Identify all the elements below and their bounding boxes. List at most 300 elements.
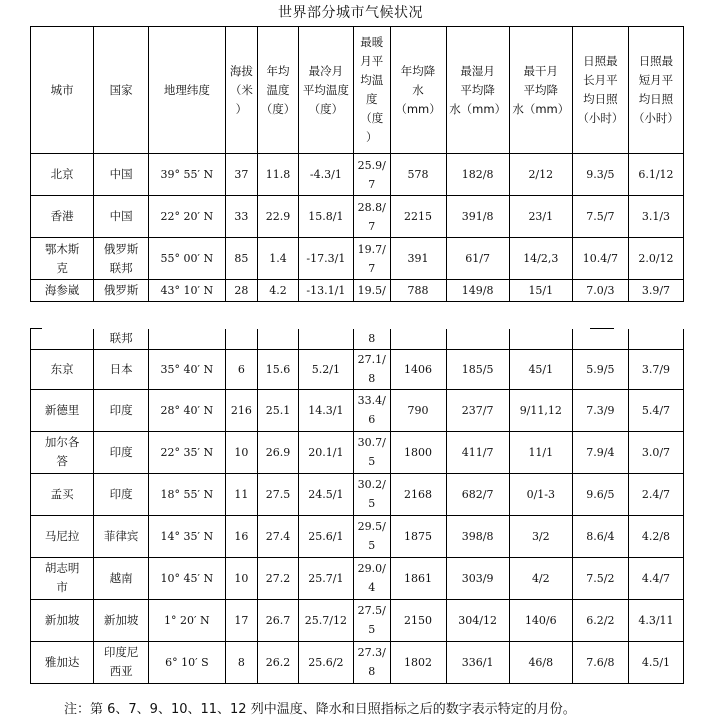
city-cell: [31, 238, 94, 280]
annual-rain-cell: [390, 349, 446, 389]
cell-text: 1° 20′ N: [164, 613, 210, 627]
header-text: 年均: [266, 63, 290, 78]
warmest-month-cell: [353, 154, 390, 196]
cell-text: 391/8: [461, 210, 494, 223]
cell-text: 孟买: [50, 486, 74, 501]
cell-text: 1800: [404, 445, 433, 459]
country-cell: [94, 641, 149, 683]
coldest-month-cell: [298, 196, 353, 238]
warmest-month-cell: [353, 196, 390, 238]
header-text: 水（mm）: [512, 101, 570, 116]
cell-text: 5.2/1: [311, 362, 340, 376]
cell-text: 5.9/5: [586, 362, 615, 376]
cell-text: 联邦: [109, 260, 133, 275]
table-header-row: [31, 27, 684, 154]
cell-text: 26.7: [265, 613, 291, 627]
header-text: ）: [235, 101, 248, 116]
continuation-city-cell: [31, 329, 94, 349]
header-cell: [572, 27, 628, 154]
header-text: 平均降: [523, 82, 559, 97]
cell-text: 216: [230, 403, 252, 417]
min-sunshine-cell: [628, 557, 683, 599]
annual-rain-cell: [390, 599, 446, 641]
cell-text: 18° 55′ N: [160, 487, 214, 501]
wettest-month-cell: [446, 515, 509, 557]
header-cell: [298, 27, 353, 154]
cell-text: 237/7: [461, 403, 494, 417]
cell-text: 22° 20′ N: [160, 210, 214, 223]
annual-rain-cell: [390, 154, 446, 196]
wettest-month-cell: [446, 280, 509, 302]
min-sunshine-cell: [628, 154, 683, 196]
coldest-month-cell: [298, 349, 353, 389]
cell-text: 43° 10′ N: [160, 284, 214, 297]
page-break-mark-right: [590, 328, 614, 329]
wettest-month-cell: [446, 473, 509, 515]
cell-text: 鄂木斯: [44, 241, 80, 256]
avg-temp-cell: [258, 196, 299, 238]
avg-temp-cell: [258, 557, 299, 599]
avg-temp-cell: [258, 431, 299, 473]
header-cell: [225, 27, 258, 154]
header-text: 均日照: [583, 92, 618, 106]
cell-text: 4.5/1: [641, 655, 671, 669]
altitude-cell: [225, 389, 258, 431]
min-sunshine-cell: [628, 515, 683, 557]
cell-text: 2168: [404, 487, 433, 501]
warmest-month-cell: [353, 473, 390, 515]
cell-text: 1802: [404, 655, 433, 669]
altitude-cell: [225, 349, 258, 389]
country-cell: [94, 473, 149, 515]
driest-month-cell: [509, 641, 572, 683]
cell-text: 6: [237, 362, 245, 376]
cell-text: 4/2: [531, 571, 550, 585]
altitude-cell: [225, 154, 258, 196]
city-cell: [31, 280, 94, 302]
warmest-month-cell: [353, 641, 390, 683]
latitude-cell: [149, 196, 225, 238]
cell-text: 2150: [404, 613, 433, 627]
cell-text: 61/7: [465, 252, 490, 265]
cell-text: 胡志明: [44, 561, 80, 575]
cell-text: 16: [234, 529, 249, 543]
table-row: [31, 349, 684, 389]
cell-text: 26.2: [265, 655, 291, 669]
cell-text: 5: [368, 497, 376, 510]
cell-text: 25.7/1: [308, 571, 344, 585]
min-sunshine-cell: [628, 349, 683, 389]
cell-text: 27.1/: [357, 353, 386, 366]
cell-text: 10: [234, 571, 249, 585]
coldest-month-cell: [298, 238, 353, 280]
cell-text: 45/1: [528, 362, 554, 376]
avg-temp-cell: [258, 389, 299, 431]
climate-table-part-1: [30, 26, 684, 302]
cell-text: 5: [368, 623, 376, 636]
header-text: 水（mm）: [449, 101, 507, 116]
cell-text: 578: [407, 168, 429, 181]
cell-text: 11.8: [265, 168, 291, 181]
table-row: [31, 515, 684, 557]
header-text: 国家: [109, 82, 133, 97]
coldest-month-cell: [298, 154, 353, 196]
cell-text: 30.2/: [357, 478, 386, 491]
driest-month-cell: [509, 349, 572, 389]
country-cell: [94, 389, 149, 431]
cell-text: 新加坡: [103, 612, 139, 627]
min-sunshine-cell: [628, 599, 683, 641]
cell-text: 682/7: [461, 487, 494, 501]
warmest-month-cell: [353, 280, 390, 302]
cell-text: 19.5/: [357, 284, 386, 297]
annual-rain-cell: [390, 473, 446, 515]
cell-text: 9.3/5: [586, 168, 615, 181]
cell-text: 39° 55′ N: [160, 168, 214, 181]
cell-text: 答: [56, 454, 68, 468]
cell-text: 27.5: [265, 487, 291, 501]
header-cell: [149, 27, 225, 154]
driest-month-cell: [509, 515, 572, 557]
header-cell: [353, 27, 390, 154]
document-title: 世界部分城市气候状况: [278, 5, 423, 21]
cell-text: 33.4/: [357, 394, 386, 407]
cell-text: 25.6/1: [308, 529, 344, 543]
cell-text: 15.8/1: [308, 210, 344, 223]
altitude-cell: [225, 196, 258, 238]
avg-temp-cell: [258, 473, 299, 515]
cell-text: -4.3/1: [309, 168, 342, 181]
driest-month-cell: [509, 154, 572, 196]
cell-text: 7: [368, 219, 376, 233]
wettest-month-cell: [446, 641, 509, 683]
cell-text: 中国: [109, 167, 133, 181]
header-text: 最干月: [523, 63, 559, 78]
max-sunshine-cell: [572, 473, 628, 515]
annual-rain-cell: [390, 280, 446, 302]
driest-month-cell: [509, 196, 572, 238]
cell-text: 海参崴: [44, 283, 80, 297]
continuation-row: [31, 329, 684, 349]
cell-text: 4.2: [269, 284, 287, 297]
cell-text: 1861: [404, 571, 433, 585]
cell-text: 14.3/1: [308, 403, 344, 417]
cell-text: 303/9: [461, 571, 494, 585]
wettest-month-cell: [446, 389, 509, 431]
cell-text: 印度: [109, 444, 133, 459]
footnote: 注：第 6、7、9、10、11、12 列中温度、降水和日照指标之后的数字表示特定的月份。: [64, 702, 576, 717]
cell-text: 46/8: [528, 655, 554, 669]
city-cell: [31, 515, 94, 557]
cell-text: 17: [234, 613, 249, 627]
wettest-month-cell: [446, 196, 509, 238]
latitude-cell: [149, 641, 225, 683]
annual-rain-cell: [390, 196, 446, 238]
cell-text: 俄罗斯: [103, 283, 139, 297]
city-cell: [31, 431, 94, 473]
header-cell: [390, 27, 446, 154]
altitude-cell: [225, 515, 258, 557]
cell-text: 5.4/7: [641, 403, 671, 417]
annual-rain-cell: [390, 515, 446, 557]
cell-text: 市: [56, 580, 68, 594]
warmest-month-cell: [353, 389, 390, 431]
cell-text: 10° 45′ N: [160, 571, 214, 585]
cell-text: 33: [234, 210, 249, 223]
header-text: 平均降: [460, 82, 495, 97]
wettest-month-cell: [446, 349, 509, 389]
header-text: 平均温度（度）: [302, 82, 349, 116]
city-cell: [31, 473, 94, 515]
coldest-month-cell: [298, 557, 353, 599]
header-text: 海拔（米: [229, 63, 253, 97]
cell-text: 加尔各: [44, 435, 80, 449]
header-text: 年均降: [400, 63, 436, 78]
cell-text: 85: [234, 252, 249, 265]
cell-text: 3.0/7: [641, 445, 671, 459]
cell-text: 25.9/: [357, 158, 386, 172]
cell-text: 19.7/: [357, 242, 386, 256]
cell-text: 7.5/2: [586, 571, 615, 585]
warmest-month-cell: [353, 599, 390, 641]
warmest-month-cell: [353, 557, 390, 599]
cell-text: 9/11,12: [519, 403, 562, 417]
latitude-cell: [149, 599, 225, 641]
cell-text: 香港: [50, 209, 74, 223]
cell-text: 7.9/4: [586, 445, 615, 459]
avg-temp-cell: [258, 641, 299, 683]
latitude-cell: [149, 515, 225, 557]
coldest-month-cell: [298, 431, 353, 473]
cell-text: 4.4/7: [641, 571, 671, 585]
header-text: 地理纬度: [163, 82, 210, 97]
continuation-warm-cell: 8: [353, 329, 390, 349]
country-cell: [94, 280, 149, 302]
cell-text: 俄罗斯: [103, 241, 139, 256]
cell-text: 日本: [109, 361, 133, 376]
country-cell: [94, 599, 149, 641]
cell-text: 25.6/2: [308, 655, 344, 669]
cell-text: 140/6: [524, 613, 557, 627]
coldest-month-cell: [298, 473, 353, 515]
header-text: 日照最: [583, 54, 618, 68]
cell-text: 5: [368, 455, 376, 468]
cell-text: 25.1: [265, 403, 291, 417]
cell-text: 20.1/1: [308, 445, 344, 459]
cell-text: 西亚: [109, 664, 133, 678]
table-row: [31, 389, 684, 431]
cell-text: 185/5: [461, 362, 494, 376]
latitude-cell: [149, 280, 225, 302]
cell-text: 1875: [404, 529, 433, 543]
table-row: [31, 431, 684, 473]
cell-text: 10: [234, 445, 249, 459]
cell-text: 336/1: [461, 655, 494, 669]
altitude-cell: [225, 641, 258, 683]
max-sunshine-cell: [572, 515, 628, 557]
cell-text: 29.5/: [357, 520, 386, 533]
cell-text: 9.6/5: [586, 487, 615, 501]
cell-text: 149/8: [461, 284, 494, 297]
cell-text: 304/12: [458, 613, 497, 627]
driest-month-cell: [509, 557, 572, 599]
header-text: （度）: [260, 101, 296, 116]
header-text: 最暖: [360, 35, 384, 49]
cell-text: 11: [234, 487, 249, 501]
wettest-month-cell: [446, 431, 509, 473]
cell-text: 24.5/1: [308, 487, 344, 501]
cell-text: 30.7/: [357, 436, 386, 449]
coldest-month-cell: [298, 599, 353, 641]
header-text: 长月平: [583, 73, 618, 87]
cell-text: 新加坡: [44, 612, 80, 627]
cell-text: 391: [407, 252, 429, 265]
coldest-month-cell: [298, 641, 353, 683]
climate-table-part-2: [30, 329, 684, 684]
cell-text: 1.4: [269, 252, 287, 265]
driest-month-cell: [509, 389, 572, 431]
cell-text: 7.6/8: [586, 655, 615, 669]
cell-text: 4.3/11: [638, 613, 674, 627]
cell-text: 6.1/12: [638, 168, 674, 181]
min-sunshine-cell: [628, 473, 683, 515]
country-cell: [94, 515, 149, 557]
header-text: 最湿月: [460, 63, 495, 78]
header-text: 水: [412, 82, 424, 97]
max-sunshine-cell: [572, 238, 628, 280]
cell-text: 越南: [109, 570, 133, 585]
cell-text: 3.9/7: [641, 284, 671, 297]
cell-text: 27.3/: [357, 646, 386, 659]
cell-text: 22.9: [265, 210, 291, 223]
header-cell: [628, 27, 683, 154]
continuation-country-cell: 联邦: [94, 329, 149, 349]
cell-text: 28.8/: [357, 200, 386, 214]
avg-temp-cell: [258, 154, 299, 196]
table-row: [31, 473, 684, 515]
altitude-cell: [225, 599, 258, 641]
cell-text: 8: [368, 372, 376, 385]
driest-month-cell: [509, 473, 572, 515]
coldest-month-cell: [298, 389, 353, 431]
max-sunshine-cell: [572, 196, 628, 238]
cell-text: 35° 40′ N: [160, 362, 214, 376]
cell-text: 2215: [404, 210, 433, 223]
cell-text: 4.2/8: [641, 529, 671, 543]
wettest-month-cell: [446, 557, 509, 599]
city-cell: [31, 641, 94, 683]
annual-rain-cell: [390, 389, 446, 431]
cell-text: 790: [407, 403, 429, 417]
altitude-cell: [225, 238, 258, 280]
annual-rain-cell: [390, 238, 446, 280]
max-sunshine-cell: [572, 557, 628, 599]
cell-text: 182/8: [461, 168, 494, 181]
country-cell: [94, 557, 149, 599]
max-sunshine-cell: [572, 389, 628, 431]
header-text: 短月平: [638, 73, 674, 87]
altitude-cell: [225, 431, 258, 473]
avg-temp-cell: [258, 599, 299, 641]
city-cell: [31, 599, 94, 641]
avg-temp-cell: [258, 515, 299, 557]
warmest-month-cell: [353, 515, 390, 557]
cell-text: 3.7/9: [641, 362, 671, 376]
header-cell: [94, 27, 149, 154]
latitude-cell: [149, 154, 225, 196]
cell-text: 马尼拉: [44, 528, 80, 543]
page-break-mark-left: [30, 328, 42, 329]
cell-text: 2/12: [528, 168, 554, 181]
max-sunshine-cell: [572, 431, 628, 473]
country-cell: [94, 238, 149, 280]
header-cell: [446, 27, 509, 154]
wettest-month-cell: [446, 154, 509, 196]
cell-text: 雅加达: [44, 654, 80, 669]
cell-text: 7.3/9: [586, 403, 615, 417]
table-row: [31, 280, 684, 302]
latitude-cell: [149, 473, 225, 515]
table-row: [31, 238, 684, 280]
min-sunshine-cell: [628, 641, 683, 683]
cell-text: -17.3/1: [306, 252, 346, 265]
header-text: 月平: [360, 54, 384, 68]
cell-text: 3.1/3: [641, 210, 671, 223]
table-row: [31, 154, 684, 196]
avg-temp-cell: [258, 280, 299, 302]
cell-text: 8: [368, 665, 376, 678]
cell-text: 22° 35′ N: [160, 445, 214, 459]
cell-text: 10.4/7: [582, 252, 618, 265]
cell-text: 11/1: [528, 445, 554, 459]
cell-text: 788: [407, 284, 429, 297]
cell-text: 55° 00′ N: [160, 252, 214, 265]
header-text: （mm）: [395, 101, 441, 116]
cell-text: 印度尼: [103, 645, 139, 659]
cell-text: 37: [234, 168, 249, 181]
min-sunshine-cell: [628, 431, 683, 473]
cell-text: 28: [234, 284, 249, 297]
header-text: ）: [365, 130, 378, 144]
cell-text: 7: [368, 261, 376, 275]
city-cell: [31, 154, 94, 196]
max-sunshine-cell: [572, 641, 628, 683]
cell-text: 新德里: [44, 402, 80, 417]
cell-text: -13.1/1: [306, 284, 346, 297]
cell-text: 27.4: [265, 529, 291, 543]
cell-text: 7: [368, 177, 376, 191]
header-text: （小时）: [632, 111, 679, 125]
warmest-month-cell: [353, 238, 390, 280]
cell-text: 5: [368, 539, 376, 552]
cell-text: 27.5/: [357, 604, 386, 617]
latitude-cell: [149, 238, 225, 280]
latitude-cell: [149, 557, 225, 599]
header-cell: [258, 27, 299, 154]
annual-rain-cell: [390, 641, 446, 683]
wettest-month-cell: [446, 238, 509, 280]
table-row: [31, 196, 684, 238]
avg-temp-cell: [258, 349, 299, 389]
table-row: [31, 641, 684, 683]
cell-text: 23/1: [528, 210, 554, 223]
country-cell: [94, 431, 149, 473]
max-sunshine-cell: [572, 154, 628, 196]
cell-text: 3/2: [531, 529, 550, 543]
altitude-cell: [225, 557, 258, 599]
country-cell: [94, 154, 149, 196]
cell-text: 7.5/7: [586, 210, 615, 223]
